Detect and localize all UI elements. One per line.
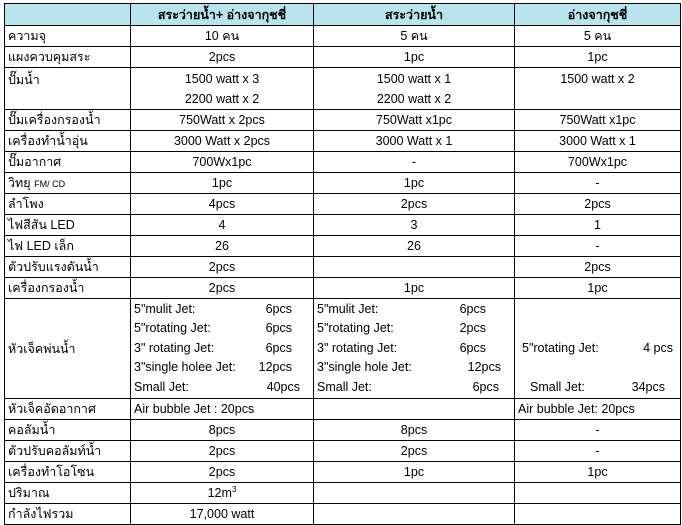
row-label: เครื่องกรองน้ำ xyxy=(5,278,131,299)
cell-value: 2pcs xyxy=(515,194,681,215)
cell-value: Air bubble Jet: 20pcs xyxy=(515,399,681,420)
pump-line: 1500 watt x 3 xyxy=(184,71,260,86)
pump-line: 2200 watt x 2 xyxy=(376,91,452,106)
row-label xyxy=(5,173,131,194)
cell-value: 1pc xyxy=(515,278,681,299)
cell-value: 26 xyxy=(131,236,314,257)
cell-value: 3000 Watt x 2pcs xyxy=(131,131,314,152)
cell-value: - xyxy=(515,441,681,462)
cell-value: 2pcs xyxy=(131,257,314,278)
pump-line: 1500 watt x 2 xyxy=(560,71,635,86)
jet-line: 5"mulit Jet: 6pcs xyxy=(134,301,292,316)
jet-line: 5"rotating Jet: 4 pcs xyxy=(522,340,673,355)
jet-line: 3" rotating Jet: 6pcs xyxy=(134,340,292,355)
cell-empty xyxy=(314,504,515,525)
row-volume xyxy=(5,483,681,504)
cell-value: 17,000 watt xyxy=(131,504,314,525)
cell-value: - xyxy=(515,236,681,257)
volume-value: 12m xyxy=(207,486,232,500)
header-jacuzzi: อ่างจากุชชี่ xyxy=(515,4,681,26)
spec-table xyxy=(4,3,681,525)
row-label: เครื่องทำน้ำอุ่น xyxy=(5,131,131,152)
cell-empty xyxy=(515,483,681,504)
cell-empty xyxy=(515,504,681,525)
cell-value: 3000 Watt x 1 xyxy=(314,131,515,152)
header-row xyxy=(5,4,681,26)
row-water-filter xyxy=(5,278,681,299)
row-label: ไฟสีสัน LED xyxy=(5,215,131,236)
cell-value: 2pcs xyxy=(515,257,681,278)
cell-value: 3000 Watt x 1 xyxy=(515,131,681,152)
row-pressure-regulator xyxy=(5,257,681,278)
jet-line: 3"single hole Jet: 12pcs xyxy=(317,360,501,375)
cell-value: 750Watt x 2pcs xyxy=(131,110,314,131)
jet-line: 5"mulit Jet: 6pcs xyxy=(317,301,486,316)
row-label: ปริมาณ xyxy=(5,483,131,504)
cell-value xyxy=(515,68,681,110)
cell-value: 5 คน xyxy=(314,26,515,47)
cell-value: 3 xyxy=(314,215,515,236)
row-label: ปั๊มอากาศ xyxy=(5,152,131,173)
row-water-pump xyxy=(5,68,681,110)
row-radio xyxy=(5,173,681,194)
jet-line: Small Jet: 34pcs xyxy=(530,379,665,394)
cell-value: 2pcs xyxy=(314,194,515,215)
cell-value: 1pc xyxy=(131,173,314,194)
jet-spacer xyxy=(518,358,677,378)
jets-col-2 xyxy=(314,299,515,399)
row-color-led xyxy=(5,215,681,236)
pump-line: 1500 watt x 1 xyxy=(376,71,452,86)
cell-value: 1pc xyxy=(515,47,681,68)
cell-value: 2pcs xyxy=(131,462,314,483)
cell-empty xyxy=(314,483,515,504)
cell-value: 1pc xyxy=(314,173,515,194)
radio-label-small: FM/ CD xyxy=(34,179,66,189)
row-column-regulator xyxy=(5,441,681,462)
cell-value: - xyxy=(515,173,681,194)
cell-value: - xyxy=(314,152,515,173)
cell-value: 1pc xyxy=(314,278,515,299)
cell-value: 1pc xyxy=(314,47,515,68)
cell-value: 1pc xyxy=(314,462,515,483)
row-control-panel xyxy=(5,47,681,68)
jet-spacer xyxy=(518,319,677,339)
radio-label: วิทยุ xyxy=(8,176,31,190)
cell-value xyxy=(131,68,314,110)
jet-line: 5"rotating Jet: 2pcs xyxy=(317,321,486,336)
jet-line: Small Jet: 40pcs xyxy=(134,379,300,394)
row-speaker xyxy=(5,194,681,215)
row-label: ตัวปรับคอลัมท์น้ำ xyxy=(5,441,131,462)
row-label: กำลังไฟรวม xyxy=(5,504,131,525)
row-capacity xyxy=(5,26,681,47)
cell-value: 2pcs xyxy=(314,441,515,462)
jet-spacer xyxy=(518,300,677,320)
row-label: ลำโพง xyxy=(5,194,131,215)
jet-line: 3" rotating Jet: 6pcs xyxy=(317,340,486,355)
row-total-power xyxy=(5,504,681,525)
row-filter-pump xyxy=(5,110,681,131)
jet-line: Small Jet: 6pcs xyxy=(317,379,499,394)
row-label: หัวเจ็คพ่นน้ำ xyxy=(5,299,131,399)
row-water-jets xyxy=(5,299,681,399)
cell-value: 10 คน xyxy=(131,26,314,47)
jet-line: 3"single holee Jet: 12pcs xyxy=(134,360,292,375)
row-label: ไฟ LED เล็ก xyxy=(5,236,131,257)
cell-value: 2pcs xyxy=(131,441,314,462)
cell-value: 1 xyxy=(515,215,681,236)
cell-value: 750Watt x1pc xyxy=(515,110,681,131)
row-small-led xyxy=(5,236,681,257)
cell-value: 26 xyxy=(314,236,515,257)
cell-value: 4 xyxy=(131,215,314,236)
cell-value xyxy=(314,257,515,278)
header-cell-empty xyxy=(5,4,131,26)
cell-value: 2pcs xyxy=(131,47,314,68)
cell-value xyxy=(314,399,515,420)
pump-line xyxy=(518,89,677,109)
cell-value: Air bubble Jet : 20pcs xyxy=(131,399,314,420)
cell-value: 8pcs xyxy=(314,420,515,441)
jet-line: 5"rotating Jet: 6pcs xyxy=(134,321,292,336)
volume-unit-exponent: 3 xyxy=(231,484,237,494)
row-label: เครื่องทำโอโซน xyxy=(5,462,131,483)
row-label: ตัวปรับแรงดันน้ำ xyxy=(5,257,131,278)
row-label: หัวเจ็คอัดอากาศ xyxy=(5,399,131,420)
jets-col-1 xyxy=(131,299,314,399)
row-water-heater xyxy=(5,131,681,152)
header-pool: สระว่ายน้ำ xyxy=(314,4,515,26)
cell-value: 5 คน xyxy=(515,26,681,47)
row-label: ปั๊มเครื่องกรองน้ำ xyxy=(5,110,131,131)
cell-value: 700Wx1pc xyxy=(131,152,314,173)
row-air-pump xyxy=(5,152,681,173)
cell-value: 4pcs xyxy=(131,194,314,215)
header-pool-jacuzzi: สระว่ายน้ำ+ อ่างจากุชชี่ xyxy=(131,4,314,26)
row-water-column xyxy=(5,420,681,441)
cell-value: 750Watt x1pc xyxy=(314,110,515,131)
cell-value: 8pcs xyxy=(131,420,314,441)
cell-value: 2pcs xyxy=(131,278,314,299)
cell-value: - xyxy=(515,420,681,441)
row-label: ปั๊มน้ำ xyxy=(5,68,131,110)
cell-value: 700Wx1pc xyxy=(515,152,681,173)
jets-col-3 xyxy=(515,299,681,399)
pump-line: 2200 watt x 2 xyxy=(184,91,260,106)
row-label: แผงควบคุมสระ xyxy=(5,47,131,68)
row-label: ความจุ xyxy=(5,26,131,47)
row-label: คอลัมน้ำ xyxy=(5,420,131,441)
row-ozone xyxy=(5,462,681,483)
cell-value xyxy=(131,483,314,504)
cell-value: 1pc xyxy=(515,462,681,483)
cell-value xyxy=(314,68,515,110)
row-air-jets xyxy=(5,399,681,420)
